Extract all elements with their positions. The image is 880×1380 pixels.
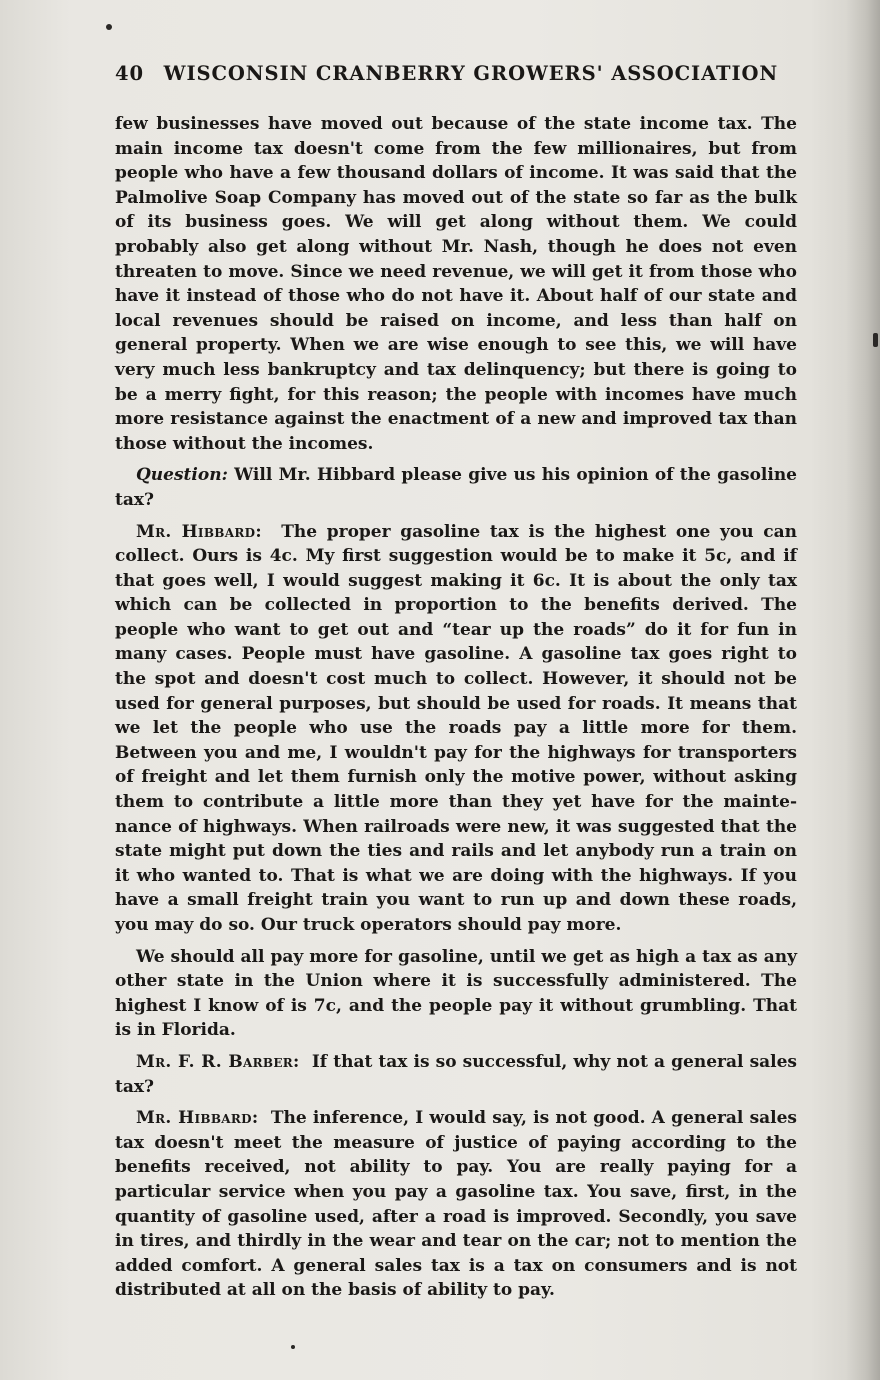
running-title: WISCONSIN CRANBERRY GROWERS' ASSOCIATION — [163, 62, 779, 85]
body-text — [115, 112, 797, 1310]
paragraph — [115, 463, 797, 512]
paragraph — [115, 945, 797, 1043]
speaker-label: Mr. F. R. Barber: — [136, 1051, 300, 1072]
paragraph-text: If that tax is so successful, why not a general sales tax? — [115, 1051, 798, 1097]
speck-mark — [873, 333, 878, 347]
speck-mark — [106, 24, 112, 30]
page-shadow-edge — [846, 0, 880, 1380]
paragraph — [115, 1106, 797, 1303]
paragraph — [115, 112, 797, 456]
paragraph-text: Will Mr. Hibbard please give us his opinion of the gasoline tax? — [115, 465, 798, 510]
running-header — [115, 62, 805, 85]
speaker-label: Question: — [136, 465, 228, 486]
speaker-label: Mr. Hibbard: — [136, 521, 262, 542]
page-number: 40 — [115, 62, 144, 85]
paragraph-text: The proper gasoline tax is the highest one you can collect. Ours is 4c. My first suggestion would be to make it 5c, and if that goes well, I would suggest making it 6c. It is about the only tax which can be collected in proportion to the benefits derived. The people who want to get out and “tear up the roads” do it for fun in many cases. People must have gasoline. A gasoline tax goes right to the spot and doesn't cost much to collect. However, it should not be used for general purposes, but should be used for roads. It means that we let the people who use the roads pay a little more for them. Between you and me, I wouldn't pay for the highways for transporters of freight and let them furnish only the motive power, without asking them to contribute a little more than they yet have for the maintenance of highways. When railroads were new, it was suggested that the state might put down the ties and rails and let anybody run a train on it who wanted to. That is what we are doing with the highways. If you have a small freight train you want to run up and down these roads, you may do so. Our truck operators should pay more. — [115, 521, 797, 935]
speck-mark — [291, 1345, 295, 1349]
paragraph — [115, 520, 797, 938]
paragraph — [115, 1050, 797, 1099]
paragraph-text: The inference, I would say, is not good. A general sales tax doesn't meet the measure of justice of paying according to the benefits received, not ability to pay. You are really paying for a particular service when you pay a gasoline tax. You save, first, in the quantity of gasoline used, after a road is improved. Secondly, you save in tires, and thirdly in the wear and tear on the car; not to mention the added comfort. A general sales tax is a tax on consumers and is not distributed at all on the basis of ability to pay. — [115, 1108, 797, 1301]
paragraph-text: few businesses have moved out because of the state income tax. The main income tax doesn't come from the few millionaires, but from people who have a few thousand dollars of income. It was said that the Palmolive Soap Company has moved out of the state so far as the bulk of its business goes. We will get along without them. We could probably also get along without Mr. Nash, though he does not even threaten to move. Since we need revenue, we will get it from those who have it instead of those who do not have it. About half of our state and local revenues should be raised on income, and less than half on general property. When we are wise enough to see this, we will have very much less bankruptcy and tax delinquency; but there is going to be a merry fight, for this reason; the people with incomes have much more resistance against the enactment of a new and improved tax than those without the incomes. — [115, 114, 797, 454]
speaker-label: Mr. Hibbard: — [136, 1108, 259, 1129]
paragraph-text: We should all pay more for gasoline, until we get as high a tax as any other state in the Union where it is successfully administered. The highest I know of is 7c, and the people pay it without grumbling. That is in Florida. — [115, 946, 797, 1041]
